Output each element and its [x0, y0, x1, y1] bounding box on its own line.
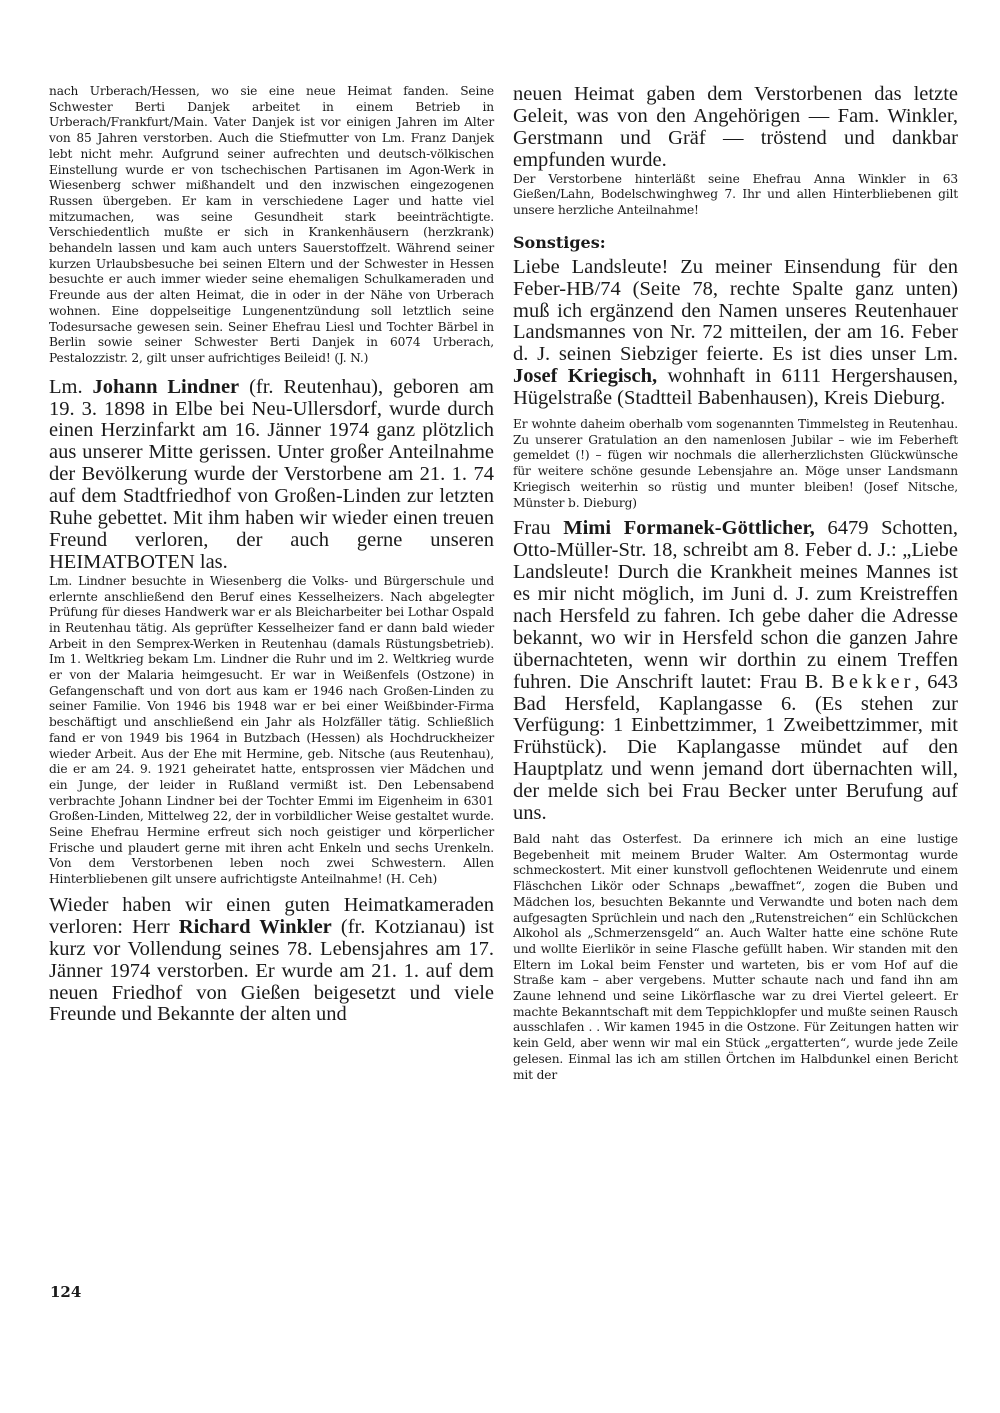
danjek-obituary-continuation: nach Urberach/Hessen, wo sie eine neue Heimat fanden. Seine Schwester Berti Danjek arbeitet in einem Betrieb in Urberach/Frankfurt/Main. Vater Danjek ist vor einigen Jahren im Alter von 85 Jahren verstorben. Auch die Stiefmutter von Lm. Franz Danjek lebt nicht mehr. Aufgrund seiner aufrechten und deutsch-völkischen Einstellung wurde er von tschechischen Partisanen im Agon-Werk in Wiesenberg schwer mißhandelt und den inzwischen eingezogenen Russen übergeben. Er kam in verschiedene Lager und hatte viel mitzumachen, was seine Gesundheit stark beeinträchtigte. Verschiedentlich mußte er sich in Krankenhäusern (herzkrank) behandeln lassen und kam auch unters Sauerstoffzelt. Während seiner kurzen Urlaubsbesuche bei seinen Eltern und der Schwester in Hessen besuchte er auch immer wieder seine ehemaligen Schulkameraden und Freunde aus der alten Heimat, die in oder in der Nähe von Urberach wohnen. Eine doppelseitige Lungenentzündung soll letztlich seine Todesursache gewesen sein. Seiner Ehefrau Liesl und Tochter Bärbel in Berlin sowie seiner Schwester Berti Danjek in 6074 Urberach, Pestalozzistr. 2, gilt unser aufrichtiges Beileid! (J. N.) — [49, 84, 494, 365]
kriegisch-correction — [513, 257, 958, 410]
winkler-obituary-continuation: neuen Heimat gaben dem Verstorbenen das letzte Geleit, was von den Angehörigen — Fam. Winkler, Gerstmann und Gräf — tröstend und dankbar empfunden wurde. — [513, 83, 958, 171]
prefix-text: Wieder haben wir einen guten Heimatkameraden verloren: Herr — [49, 893, 494, 938]
person-name-bold: Richard Winkler — [178, 915, 332, 938]
spaced-name: Bekker — [831, 670, 915, 693]
page-number: 124 — [50, 1283, 82, 1301]
left-column — [49, 84, 494, 1026]
person-name-bold: Mimi Formanek-Göttlicher, — [563, 517, 815, 540]
right-column — [513, 84, 958, 1083]
body-text: wohnhaft in 6111 Hergershausen, Hügelstraße (Stadtteil Babenhausen), Kreis Dieburg. — [513, 365, 958, 410]
formanek-letter — [513, 518, 958, 825]
kriegisch-congratulation: Er wohnte daheim oberhalb vom sogenannten Timmelsteg in Reutenhau. Zu unserer Gratulation an den namenlosen Jubilar – wie im Feberheft gemeldet (!) – fügen wir nochmals die allerherzlichsten Glückwünsche für weitere schöne gesunde Lebensjahre an. Möge unser Landsmann Kriegisch weiterhin so rüstig und munter bleiben! (Josef Nitsche, Münster b. Dieburg) — [513, 417, 958, 510]
easter-memory: Bald naht das Osterfest. Da erinnere ich mich an eine lustige Begebenheit mit meinem Bruder Walter. Am Ostermontag wurde schmeckostert. Mit einer kunstvoll geflochtenen Weidenrute und einem Fläschchen Likör oder Schnaps „bewaffnet“, zogen die Buben und Mädchen los, besuchten Bekannte und Verwandte und boten nach dem aufgesagten Sprüchlein und nach den „Rutenstreichen“ ein Schlückchen Alkohol als „Schmerzensgeld“ an. Auch Walter hatte eine schöne Rute und wollte Eierlikör in seine Flasche gefüllt haben. Wir standen mit den Eltern im Lokal beim Fenster und warteten, bis er vom Hof auf die Straße kam – aber vergebens. Mutter schaute nach und fand ihn am Zaune lehnend und seine Likörflasche war zu drei Viertel geleert. Er machte Bekanntschaft mit dem Teppichklopfer und mußte seinen Rausch ausschlafen . . Wir kamen 1945 in die Ostzone. Für Zeitungen hatten wir kein Geld, aber wenn wir mal ein Stück „ergatterten“, wurde jede Zeile gelesen. Einmal las ich am stillen Örtchen im Halbdunkel einen Bericht mit der — [513, 831, 958, 1082]
body-text: 6479 Schotten, Otto-Müller-Str. 18, schreibt am 8. Feber d. J.: „Liebe Landsleute! Durch die Krankheit meines Mannes ist es mir nicht möglich, im Juni d. J. zum Kreistreffen nach Hersfeld zu fahren. Ich gebe daher die Adresse bekannt, wo wir in Hersfeld schon die ganzen Jahre übernachteten, wenn wir dorthin zu einem Treffen fuhren. Die Anschrift lautet: Frau B. — [513, 517, 958, 693]
person-name-bold: Johann Lindner — [92, 375, 240, 398]
section-heading-sonstiges: Sonstiges: — [513, 232, 606, 252]
winkler-survivors: Der Verstorbene hinterläßt seine Ehefrau Anna Winkler in 63 Gießen/Lahn, Bodelschwinghweg 7. Ihr und allen Hinterbliebenen gilt unsere herzliche Anteilnahme! — [513, 171, 958, 218]
person-name-bold: Josef Kriegisch, — [513, 365, 658, 388]
body-text: (fr. Reutenhau), geboren am 19. 3. 1898 in Elbe bei Neu-Ullersdorf, wurde durch einen Herzinfarkt am 16. Jänner 1974 ganz plötzlich aus unserer Mitte gerissen. Unter großer Anteilnahme der Bevölkerung wurde der Verstorbene am 21. 1. 74 auf dem Stadtfriedhof von Großen-Linden zur letzten Ruhe gebettet. Mit ihm haben wir wieder einen treuen Freund verloren, der auch gerne unseren HEIMATBOTEN las. — [49, 375, 494, 573]
winkler-obituary-intro — [49, 895, 494, 1026]
lindner-obituary-intro — [49, 377, 494, 574]
body-text: (fr. Kotzianau) ist kurz vor Vollendung seines 78. Lebensjahres am 17. Jänner 1974 verstorben. Er wurde am 21. 1. auf dem neuen Friedhof von Gießen beigesetzt und viele Freunde und Bekannte der alten und — [49, 915, 494, 1026]
body-text: , 643 Bad Hersfeld, Kaplangasse 6. (Es stehen zur Verfügung: 1 Einbettzimmer, 1 Zweibettzimmer, mit Frühstück). Die Kaplangasse mündet auf den Hauptplatz und wenn jemand dort übernachten will, der melde sich bei Frau Becker unter Berufung auf uns. — [513, 670, 958, 825]
lindner-biography: Lm. Lindner besuchte in Wiesenberg die Volks- und Bürgerschule und erlernte anschließend den Beruf eines Kesselheizers. Nach abgelegter Prüfung für dieses Handwerk war er als Bleicharbeiter bei Lothar Ospald in Reutenhau tätig. Als geprüfter Kesselheizer fand er dann bald wieder Arbeit in den Semprex-Werken in Reutenhau (damals Rüstungsbetrieb). Im 1. Weltkrieg bekam Lm. Lindner die Ruhr und im 2. Weltkrieg wurde er von der Malaria heimgesucht. Er war in Weißenfels (Ostzone) in Gefangenschaft und von dort aus kam er 1946 nach Großen-Linden zu seiner Familie. Von 1946 bis 1948 war er bei einer Weißbinder-Firma beschäftigt und anschließend ein Jahr als Holzfäller tätig. Schließlich fand er von 1949 bis 1964 in Butzbach (Hessen) als Hochdruckheizer wieder Arbeit. Aus der Ehe mit Hermine, geb. Nitsche (aus Reutenhau), die er am 24. 9. 1921 geheiratet hatte, entsprossen vier Mädchen und ein Junge, der leider in Rußland vermißt ist. Den Lebensabend verbrachte Johann Lindner bei der Tochter Emmi im Eigenheim in 6301 Großen-Linden, Mittelweg 22, der in vorbildlicher Weise gestaltet wurde. Seine Ehefrau Hermine erfreut sich noch geistiger und körperlicher Frische und plaudert gerne mit ihren acht Enkeln und sechs Urenkeln. Von dem Verstorbenen leben noch zwei Schwestern. Allen Hinterbliebenen gilt unsere aufrichtigste Anteilnahme! (H. Ceh) — [49, 573, 494, 887]
prefix-text: Frau — [513, 517, 564, 540]
prefix-text: Liebe Landsleute! Zu meiner Einsendung für den Feber-HB/74 (Seite 78, rechte Spalte ganz unten) muß ich ergänzend den Namen unseres Reutenhauer Landsmannes von Nr. 72 mitteilen, der am 16. Feber d. J. seinen Siebziger feierte. Es ist dies unser Lm. — [513, 255, 958, 366]
prefix-text: Lm. — [49, 375, 93, 398]
